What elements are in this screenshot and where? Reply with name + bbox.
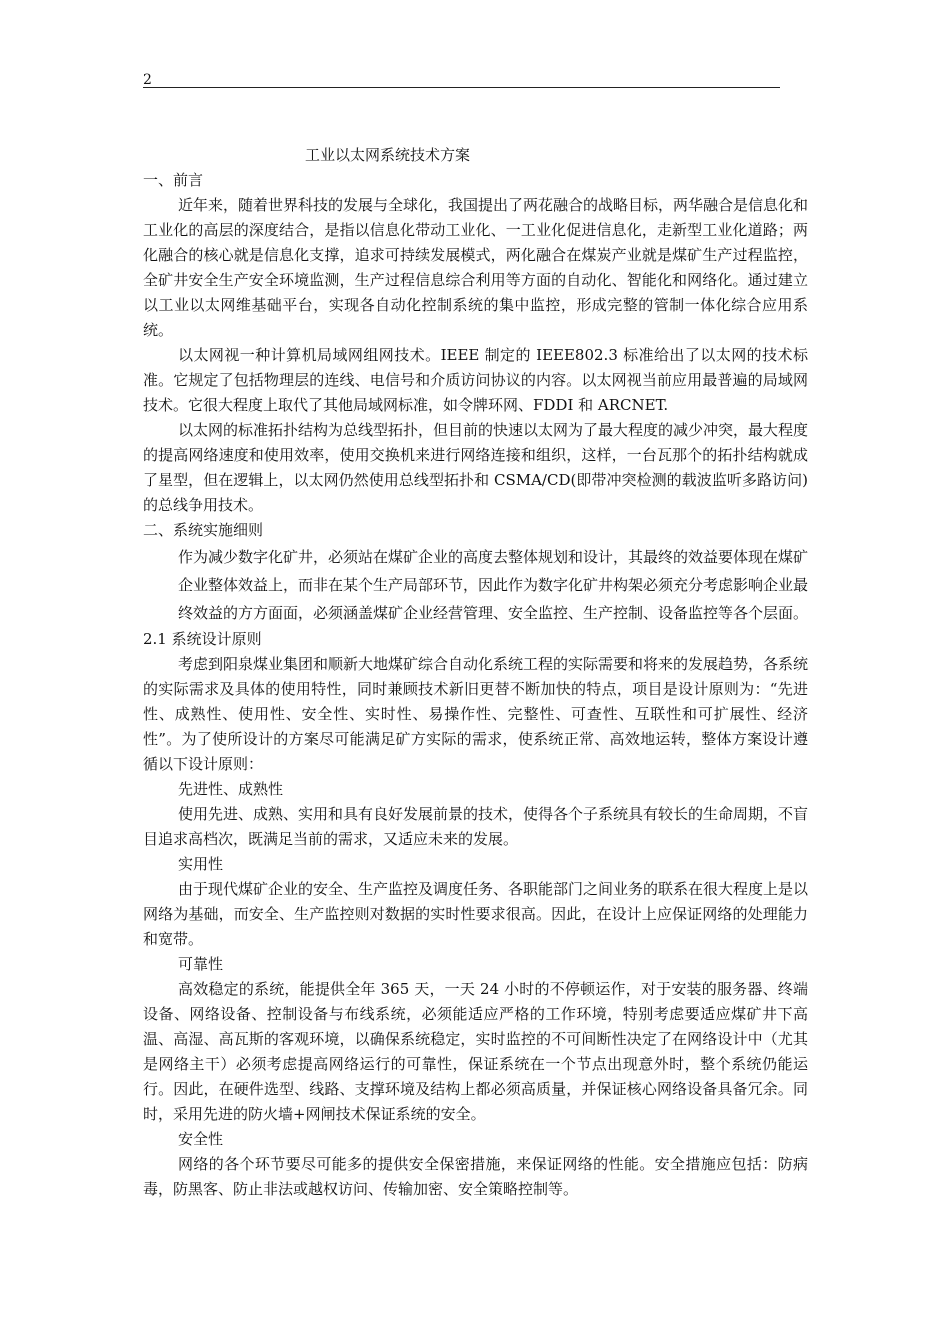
section-heading-implementation: 二、系统实施细则 — [143, 521, 264, 539]
principle-text: 使用先进、成熟、实用和具有良好发展前景的技术，使得各个子系统具有较长的生命周期，不盲目追求高档次，既满足当前的需求，又适应未来的发展。 — [143, 805, 809, 848]
paragraph: 考虑到阳泉煤业集团和顺新大地煤矿综合自动化系统工程的实际需要和将来的发展趋势，各系统的实际需求及具体的使用特性，同时兼顾技术新旧更替不断加快的特点，项目是设计原则为：“先进性、成熟性、使用性、安全性、实时性、易操作性、完整性、可查性、互联性和可扩展性、经济性”。为了使所设计的方案尽可能满足矿方实际的需求，使系统正常、高效地运转，整体方案设计遵循以下设计原则： — [143, 655, 809, 773]
paragraph: 以太网的标准拓扑结构为总线型拓扑，但目前的快速以太网为了最大程度的减少冲突，最大程度的提高网络速度和使用效率，使用交换机来进行网络连接和组织，这样，一台瓦那个的拓扑结构就成了星型，但在逻辑上，以太网仍然使用总线型拓扑和 CSMA/CD(即带冲突检测的载波监听多路访问)的总线争用技术。 — [143, 421, 809, 514]
header-rule — [143, 87, 780, 88]
principle-title: 可靠性 — [178, 955, 224, 973]
paragraph: 以太网视一种计算机局域网组网技术。IEEE 制定的 IEEE802.3 标准给出了以太网的技术标准。它规定了包括物理层的连线、电信号和介质访问协议的内容。以太网视当前应用最普遍的局域网技术。它很大程度上取代了其他局域网标准，如令牌环网、FDDI 和 ARCNET. — [143, 346, 808, 414]
principle-title: 安全性 — [178, 1130, 224, 1148]
principle-text: 高效稳定的系统，能提供全年 365 天，一天 24 小时的不停顿运作，对于安装的服务器、终端设备、网络设备、控制设备与布线系统，必须能适应严格的工作环境，特别考虑要适应煤矿井下高温、高湿、高瓦斯的客观环境，以确保系统稳定，实时监控的不可间断性决定了在网络设计中（尤其是网络主干）必须考虑提高网络运行的可靠性，保证系统在一个节点出现意外时，整个系统仍能运行。因此，在硬件选型、线路、支撑环境及结构上都必须高质量，并保证核心网络设备具备冗余。同时，采用先进的防火墙+网闸技术保证系统的安全。 — [143, 980, 808, 1123]
paragraph-indented-block: 作为减少数字化矿井，必须站在煤矿企业的高度去整体规划和设计，其最终的效益要体现在煤矿企业整体效益上，而非在某个生产局部环节，因此作为数字化矿井构架必须充分考虑影响企业最终效益的方方面面，必须涵盖煤矿企业经营管理、安全监控、生产控制、设备监控等各个层面。 — [178, 548, 809, 622]
page-number: 2 — [143, 72, 152, 88]
principle-title: 实用性 — [178, 855, 224, 873]
document-body — [143, 143, 808, 1202]
principle-text: 网络的各个环节要尽可能多的提供安全保密措施，来保证网络的性能。安全措施应包括：防病毒，防黑客、防止非法或越权访问、传输加密、安全策略控制等。 — [143, 1155, 808, 1198]
section-heading-design-principles: 2.1 系统设计原则 — [143, 630, 262, 648]
principle-text: 由于现代煤矿企业的安全、生产监控及调度任务、各职能部门之间业务的联系在很大程度上是以网络为基础，而安全、生产监控则对数据的实时性要求很高。因此，在设计上应保证网络的处理能力和宽带。 — [143, 880, 809, 948]
principle-title: 先进性、成熟性 — [178, 780, 284, 798]
paragraph: 近年来，随着世界科技的发展与全球化，我国提出了两花融合的战略目标，两华融合是信息化和工业化的高层的深度结合，是指以信息化带动工业化、一工业化促进信息化，走新型工业化道路；两化融合的核心就是信息化支撑，追求可持续发展模式，两化融合在煤炭产业就是煤矿生产过程监控，全矿井安全生产安全环境监测，生产过程信息综合利用等方面的自动化、智能化和网络化。通过建立以工业以太网维基础平台，实现各自动化控制系统的集中监控，形成完整的管制一体化综合应用系统。 — [143, 196, 809, 339]
section-heading-preface: 一、前言 — [143, 171, 204, 189]
document-title: 工业以太网系统技术方案 — [305, 146, 471, 164]
